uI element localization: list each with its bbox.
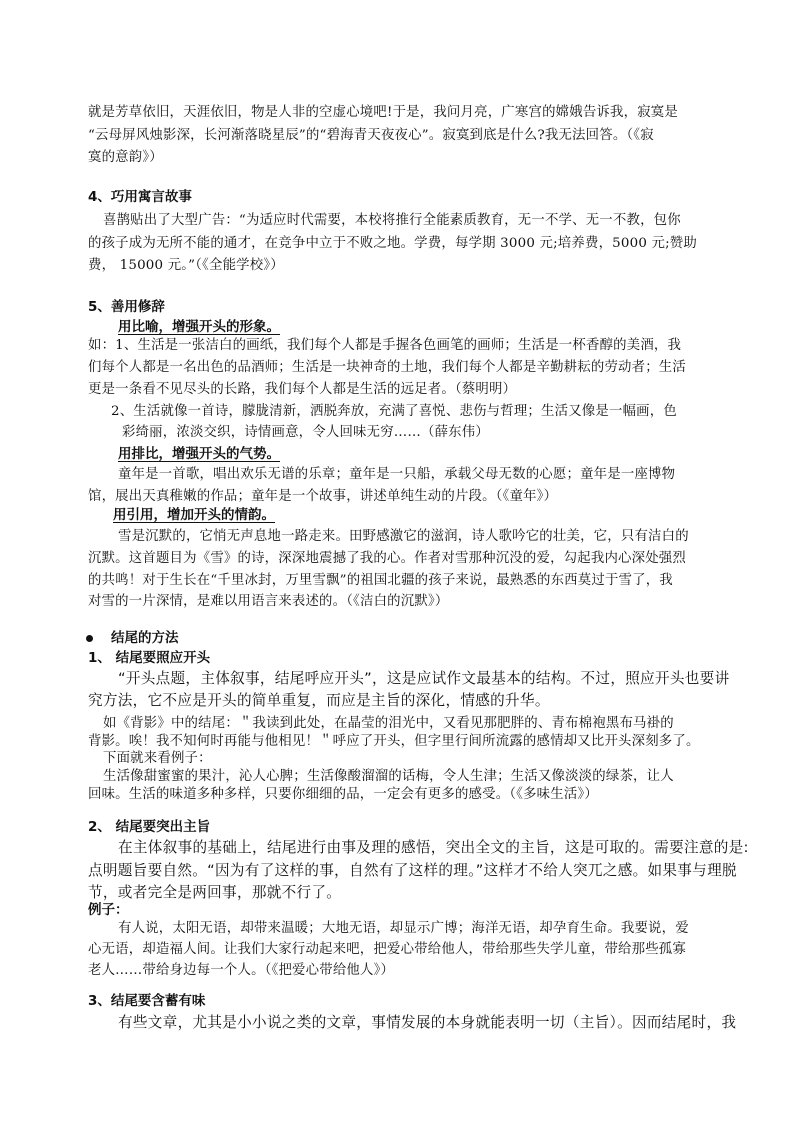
paragraph-line: 对雪的一片深情，是难以用语言来表述的。（《洁白的沉默》）: [88, 594, 449, 609]
section-heading: 1、 结尾要照应开头: [88, 650, 211, 666]
paragraph-line: “云母屏风烛影深，长河渐落晓星辰”的“碧海青天夜夜心”。寂寞到底是什么?我无法回答。（《寂: [88, 128, 654, 143]
section-heading: 3、结尾要含蓄有味: [88, 993, 206, 1009]
paragraph-line: 童年是一首歌，唱出欢乐无谱的乐章；童年是一只船，承载父母无数的心愿；童年是一座博物: [118, 467, 676, 482]
section-heading: 5、善用修辞: [88, 299, 165, 315]
paragraph-line: 雪是沉默的，它悄无声息地一路走来。田野感激它的滋润，诗人歌吟它的壮美，它，只有洁白的: [118, 529, 689, 544]
section-heading: 4、巧用寓言故事: [88, 189, 192, 205]
paragraph-line: 沉默。这首题目为《雪》的诗，深深地震撼了我的心。作者对雪那种沉没的爱，勾起我内心深处强烈: [88, 551, 686, 566]
paragraph-line: 节，或者完全是两回事，那就不行了。: [88, 884, 342, 901]
paragraph-line: 生活像甜蜜蜜的果汁，沁人心脾；生活像酸溜溜的话梅，令人生津；生活又像淡淡的绿茶，让人: [103, 769, 674, 784]
ending-title: 结尾的方法: [86, 626, 179, 646]
subheading-metaphor: 用比喻，增强开头的形象。: [118, 319, 280, 335]
paragraph-line: 费， 15000 元。”（《全能学校》）: [88, 258, 284, 273]
bullet-icon: [86, 635, 93, 642]
paragraph-line: 如：1、生活是一张洁白的画纸，我们每个人都是手握各色画笔的画师；生活是一杯香醇的美酒，我: [88, 338, 682, 353]
paragraph-line: 馆，展出天真稚嫩的作品；童年是一个故事，讲述单纯生动的片段。（《童年》）: [88, 489, 558, 504]
section-heading: 2、 结尾要突出主旨: [88, 819, 211, 835]
subheading-parallelism: 用排比，增强开头的气势。: [118, 446, 280, 462]
paragraph-line: 更是一条看不见尽头的长路，我们每个人都是生活的远足者。（蔡明明）: [88, 382, 517, 397]
paragraph-line: 回味。生活的味道多种多样，只要你细细的品，一定会有更多的感受。（《多味生活》）: [88, 787, 598, 802]
paragraph-line: 背影。唉！我不知何时再能与他相见！＂呼应了开头，但字里行间所流露的感情却又比开头深刻多了。: [88, 734, 700, 749]
paragraph-line: 究方法，它不应是开头的简单重复，而应是主旨的深化，情感的升华。: [88, 692, 550, 709]
paragraph-line: 就是芳草依旧，天涯依旧，物是人非的空虚心境吧!于是，我问月亮，广寒宫的嫦娥告诉我，寂寞是: [88, 105, 678, 120]
example-label: 例子：: [88, 902, 129, 918]
subheading-quotation: 用引用，增加开头的情韵。: [113, 507, 275, 523]
paragraph-line: 的孩子成为无所不能的通才，在竞争中立于不败之地。学费，每学期 3000 元;培养费，5000 元;赞助: [88, 236, 697, 251]
paragraph-line: 老人……带给身边每一个人。（《把爱心带给他人》）: [88, 963, 395, 978]
paragraph-line: 的共鸣！对于生长在“千里冰封，万里雪飘”的祖国北疆的孩子来说，最熟悉的东西莫过于雪了，我: [88, 573, 673, 588]
paragraph-line: 有人说，太阳无语，却带来温暖；大地无语，却显示广博；海洋无语，却孕育生命。我要说，爱: [118, 921, 689, 936]
paragraph-line: 彩绮丽，浓淡交织，诗情画意，令人回味无穷……（薛东伟）: [122, 425, 489, 440]
paragraph-line: 心无语，却造福人间。让我们大家行动起来吧，把爱心带给他人，带给那些失学儿童，带给那些孤寡: [88, 942, 686, 957]
paragraph-line: 在主体叙事的基础上，结尾进行由事及理的感悟，突出全文的主旨，这是可取的。需要注意的是:: [118, 839, 749, 856]
paragraph-line: 2、生活就像一首诗，朦胧清新，洒脱奔放，充满了喜悦、悲伤与哲理；生活又像是一幅画，色: [111, 404, 677, 419]
paragraph-line: 们每个人都是一名出色的品酒师；生活是一块神奇的土地，我们每个人都是辛勤耕耘的劳动者；生活: [88, 360, 686, 375]
paragraph-line: 喜鹊贴出了大型广告：“为适应时代需要，本校将推行全能素质教育，无一不学、无一不教，包你: [103, 213, 681, 228]
paragraph-line: 如《背影》中的结尾：＂我读到此处，在晶莹的泪光中，又看见那肥胖的、青布棉袍黑布马褂的: [103, 716, 674, 731]
paragraph-line: 下面就来看例子：: [103, 751, 212, 766]
paragraph-line: “开头点题，主体叙事，结尾呼应开头”，这是应试作文最基本的结构。不过，照应开头也要讲: [118, 670, 730, 687]
paragraph-line: 有些文章，尤其是小小说之类的文章，事情发展的本身就能表明一切（主旨）。因而结尾时，我: [118, 1014, 737, 1031]
paragraph-line: 点明题旨要自然。“因为有了这样的事，自然有了这样的理。”这样才不给人突兀之感。如果事与理脱: [88, 862, 737, 879]
paragraph-line: 寞的意韵》）: [88, 150, 163, 165]
